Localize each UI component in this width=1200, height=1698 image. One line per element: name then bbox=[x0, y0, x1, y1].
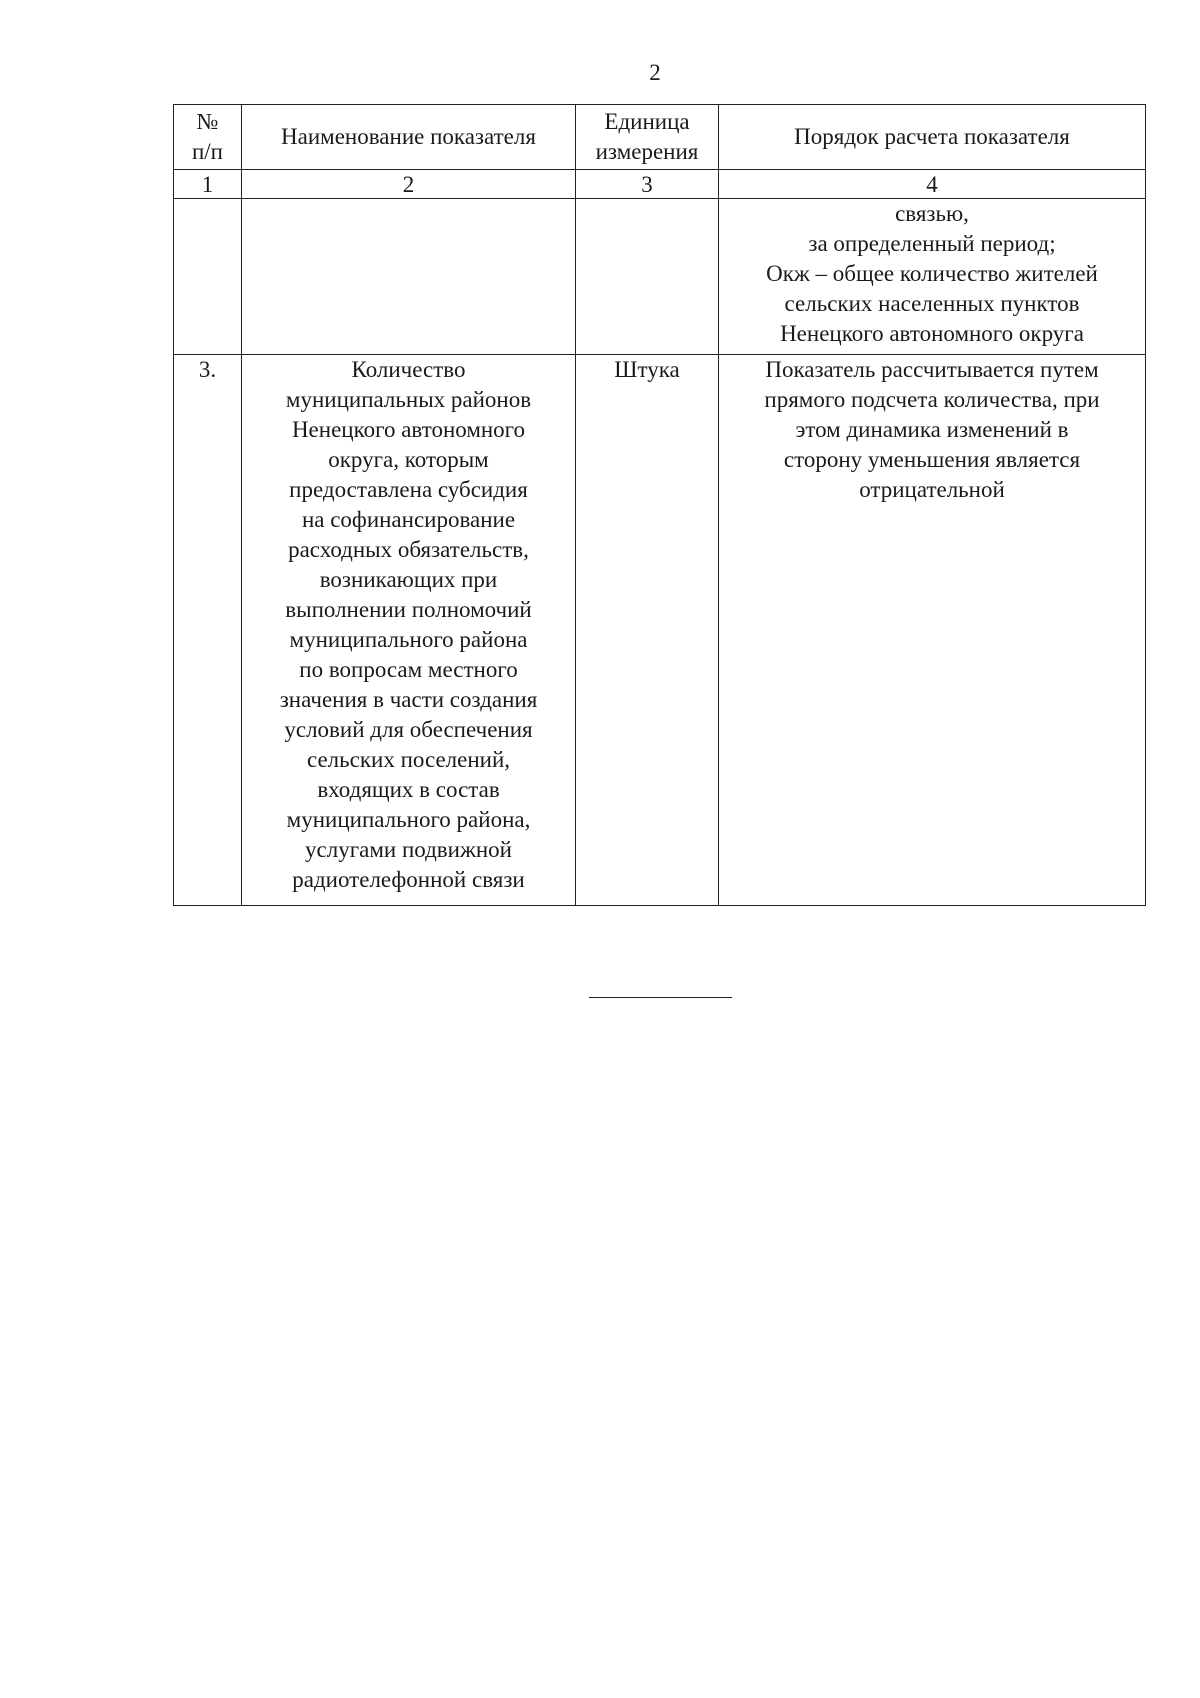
cell-num: 3. bbox=[174, 355, 242, 906]
cell-name bbox=[242, 355, 576, 906]
method-line: отрицательной bbox=[859, 477, 1005, 502]
method-line: связью, bbox=[895, 201, 969, 226]
header-method bbox=[719, 105, 1146, 170]
cell-num bbox=[174, 199, 242, 355]
header-unit bbox=[576, 105, 719, 170]
name-line: Ненецкого автономного bbox=[291, 417, 526, 442]
table-header-row bbox=[174, 105, 1146, 170]
header-name bbox=[242, 105, 576, 170]
name-line: услугами подвижной bbox=[305, 837, 512, 862]
method-line: Окж – общее количество жителей bbox=[766, 261, 1098, 286]
method-line: прямого подсчета количества, при bbox=[764, 387, 1100, 412]
cell-unit bbox=[576, 199, 719, 355]
method-line: Ненецкого автономного округа bbox=[780, 321, 1084, 346]
method-line: Показатель рассчитывается путем bbox=[765, 357, 1099, 382]
indicators-table bbox=[173, 104, 1146, 906]
header-method-line: Порядок расчета показателя bbox=[794, 124, 1070, 149]
name-line: возникающих при bbox=[319, 567, 498, 592]
name-line: по вопросам местного bbox=[299, 657, 518, 682]
column-number: 2 bbox=[242, 170, 576, 199]
cell-name bbox=[242, 199, 576, 355]
method-line: сельских населенных пунктов bbox=[784, 291, 1080, 316]
header-name-line: Наименование показателя bbox=[281, 124, 536, 149]
name-line: расходных обязательств, bbox=[288, 537, 529, 562]
name-line: условий для обеспечения bbox=[284, 717, 533, 742]
name-line: радиотелефонной связи bbox=[292, 867, 525, 892]
header-num-line: № bbox=[196, 109, 219, 134]
name-line: муниципального района, bbox=[286, 807, 531, 832]
name-line: округа, которым bbox=[328, 447, 489, 472]
name-line: выполнении полномочий bbox=[285, 597, 532, 622]
name-line: предоставлена субсидия bbox=[289, 477, 528, 502]
method-line: сторону уменьшения является bbox=[783, 447, 1081, 472]
header-num bbox=[174, 105, 242, 170]
header-num-line: п/п bbox=[191, 139, 223, 164]
column-number: 1 bbox=[174, 170, 242, 199]
header-unit-line: Единица bbox=[604, 109, 690, 134]
page-number: 2 bbox=[649, 60, 661, 85]
method-line: этом динамика изменений в bbox=[795, 417, 1069, 442]
name-line: Количество bbox=[351, 357, 466, 382]
cell-method bbox=[719, 199, 1146, 355]
name-line: на софинансирование bbox=[301, 507, 516, 532]
column-number: 3 bbox=[576, 170, 719, 199]
name-line: входящих в состав bbox=[317, 777, 500, 802]
end-of-document-rule bbox=[589, 997, 732, 998]
cell-unit: Штука bbox=[576, 355, 719, 906]
table-row bbox=[174, 199, 1146, 355]
column-number-row bbox=[174, 170, 1146, 199]
name-line: сельских поселений, bbox=[306, 747, 511, 772]
name-line: муниципального района bbox=[289, 627, 528, 652]
name-line: значения в части создания bbox=[279, 687, 538, 712]
cell-method bbox=[719, 355, 1146, 906]
header-unit-line: измерения bbox=[595, 139, 699, 164]
column-number: 4 bbox=[719, 170, 1146, 199]
method-line: за определенный период; bbox=[808, 231, 1056, 256]
name-line: муниципальных районов bbox=[285, 387, 532, 412]
table-row bbox=[174, 355, 1146, 906]
